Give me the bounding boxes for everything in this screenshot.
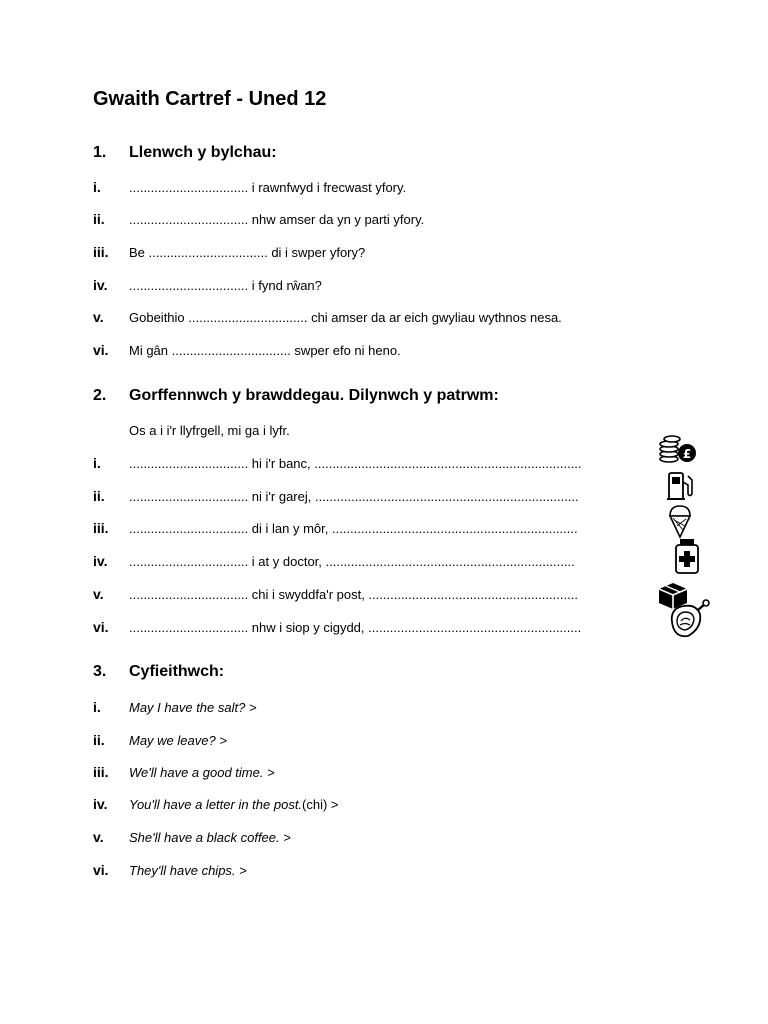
item-text: ................................. i rawnfwyd i frecwast yfory.	[129, 180, 407, 195]
roman-numeral: v.	[93, 829, 104, 845]
list-item	[93, 862, 247, 878]
list-item	[93, 244, 365, 260]
item-text: She'll have a black coffee. >	[129, 830, 291, 845]
coins-icon	[658, 433, 698, 465]
item-text: Gobeithio ................................. chi amser da ar eich gwyliau wythnos nesa.	[129, 310, 562, 325]
list-item	[93, 211, 424, 227]
list-item	[93, 342, 401, 358]
roman-numeral: vi.	[93, 862, 109, 878]
roman-numeral: vi.	[93, 619, 109, 635]
roman-numeral: v.	[93, 586, 104, 602]
list-item	[93, 488, 579, 504]
item-text: We'll have a good time. >	[129, 765, 275, 780]
list-item	[93, 796, 339, 812]
roman-numeral: ii.	[93, 211, 105, 227]
section-title: Gorffennwch y brawddegau. Dilynwch y patrwm:	[129, 387, 499, 404]
list-item	[93, 553, 575, 569]
item-text: ................................. i fynd rŵan?	[129, 278, 322, 293]
svg-text:£: £	[682, 447, 692, 461]
roman-numeral: i.	[93, 699, 101, 715]
item-text-extra: (chi) >	[302, 797, 339, 812]
list-item	[93, 309, 562, 325]
item-text: ................................. nhw amser da yn y parti yfory.	[129, 212, 425, 227]
page-title: Gwaith Cartref - Uned 12	[93, 88, 327, 110]
roman-numeral: iii.	[93, 764, 109, 780]
section-number: 1.	[93, 144, 107, 161]
roman-numeral: iv.	[93, 277, 108, 293]
list-item	[93, 179, 406, 195]
section-title: Cyfieithwch:	[129, 663, 225, 680]
roman-numeral: vi.	[93, 342, 109, 358]
list-item	[93, 586, 578, 602]
roman-numeral: iv.	[93, 553, 108, 569]
roman-numeral: i.	[93, 179, 101, 195]
list-item	[93, 520, 578, 536]
section-2-heading	[93, 387, 499, 405]
section-3-heading	[93, 663, 224, 681]
section-title: Llenwch y bylchau:	[129, 144, 277, 161]
item-text: Be ................................. di i swper yfory?	[129, 245, 366, 260]
list-item	[93, 732, 227, 748]
section-number: 2.	[93, 387, 107, 404]
item-text: ................................. di i lan y môr, ....................................................................	[129, 521, 578, 536]
item-text: May I have the salt? >	[129, 700, 257, 715]
list-item	[93, 699, 257, 715]
item-text: You'll have a letter in the post.	[129, 797, 303, 812]
item-text: ................................. i at y doctor, .....................................................................	[129, 554, 575, 569]
item-text: May we leave? >	[129, 733, 227, 748]
roman-numeral: iii.	[93, 244, 109, 260]
roman-numeral: v.	[93, 309, 104, 325]
section-1-heading	[93, 144, 277, 162]
item-text: ................................. hi i'r banc, ..........................................................................	[129, 456, 582, 471]
roman-numeral: ii.	[93, 488, 105, 504]
roman-numeral: ii.	[93, 732, 105, 748]
example-sentence: Os a i i'r llyfrgell, mi ga i lyfr.	[129, 423, 290, 438]
list-item	[93, 455, 582, 471]
item-text: ................................. chi i swyddfa'r post, ..........................................................	[129, 587, 578, 602]
roman-numeral: iv.	[93, 796, 108, 812]
list-item	[93, 619, 581, 635]
list-item	[93, 829, 291, 845]
section-number: 3.	[93, 663, 107, 680]
list-item	[93, 764, 275, 780]
fuel-pump-icon	[665, 470, 695, 502]
roman-numeral: iii.	[93, 520, 109, 536]
item-text: Mi gân ................................. swper efo ni heno.	[129, 343, 401, 358]
medicine-bottle-icon	[673, 537, 701, 575]
item-text: ................................. ni i'r garej, .........................................................................	[129, 489, 579, 504]
ham-icon	[666, 598, 712, 642]
item-text: ................................. nhw i siop y cigydd, ...........................................................	[129, 620, 582, 635]
list-item	[93, 277, 322, 293]
item-text: They'll have chips. >	[129, 863, 247, 878]
roman-numeral: i.	[93, 455, 101, 471]
ice-cream-icon	[666, 503, 694, 539]
